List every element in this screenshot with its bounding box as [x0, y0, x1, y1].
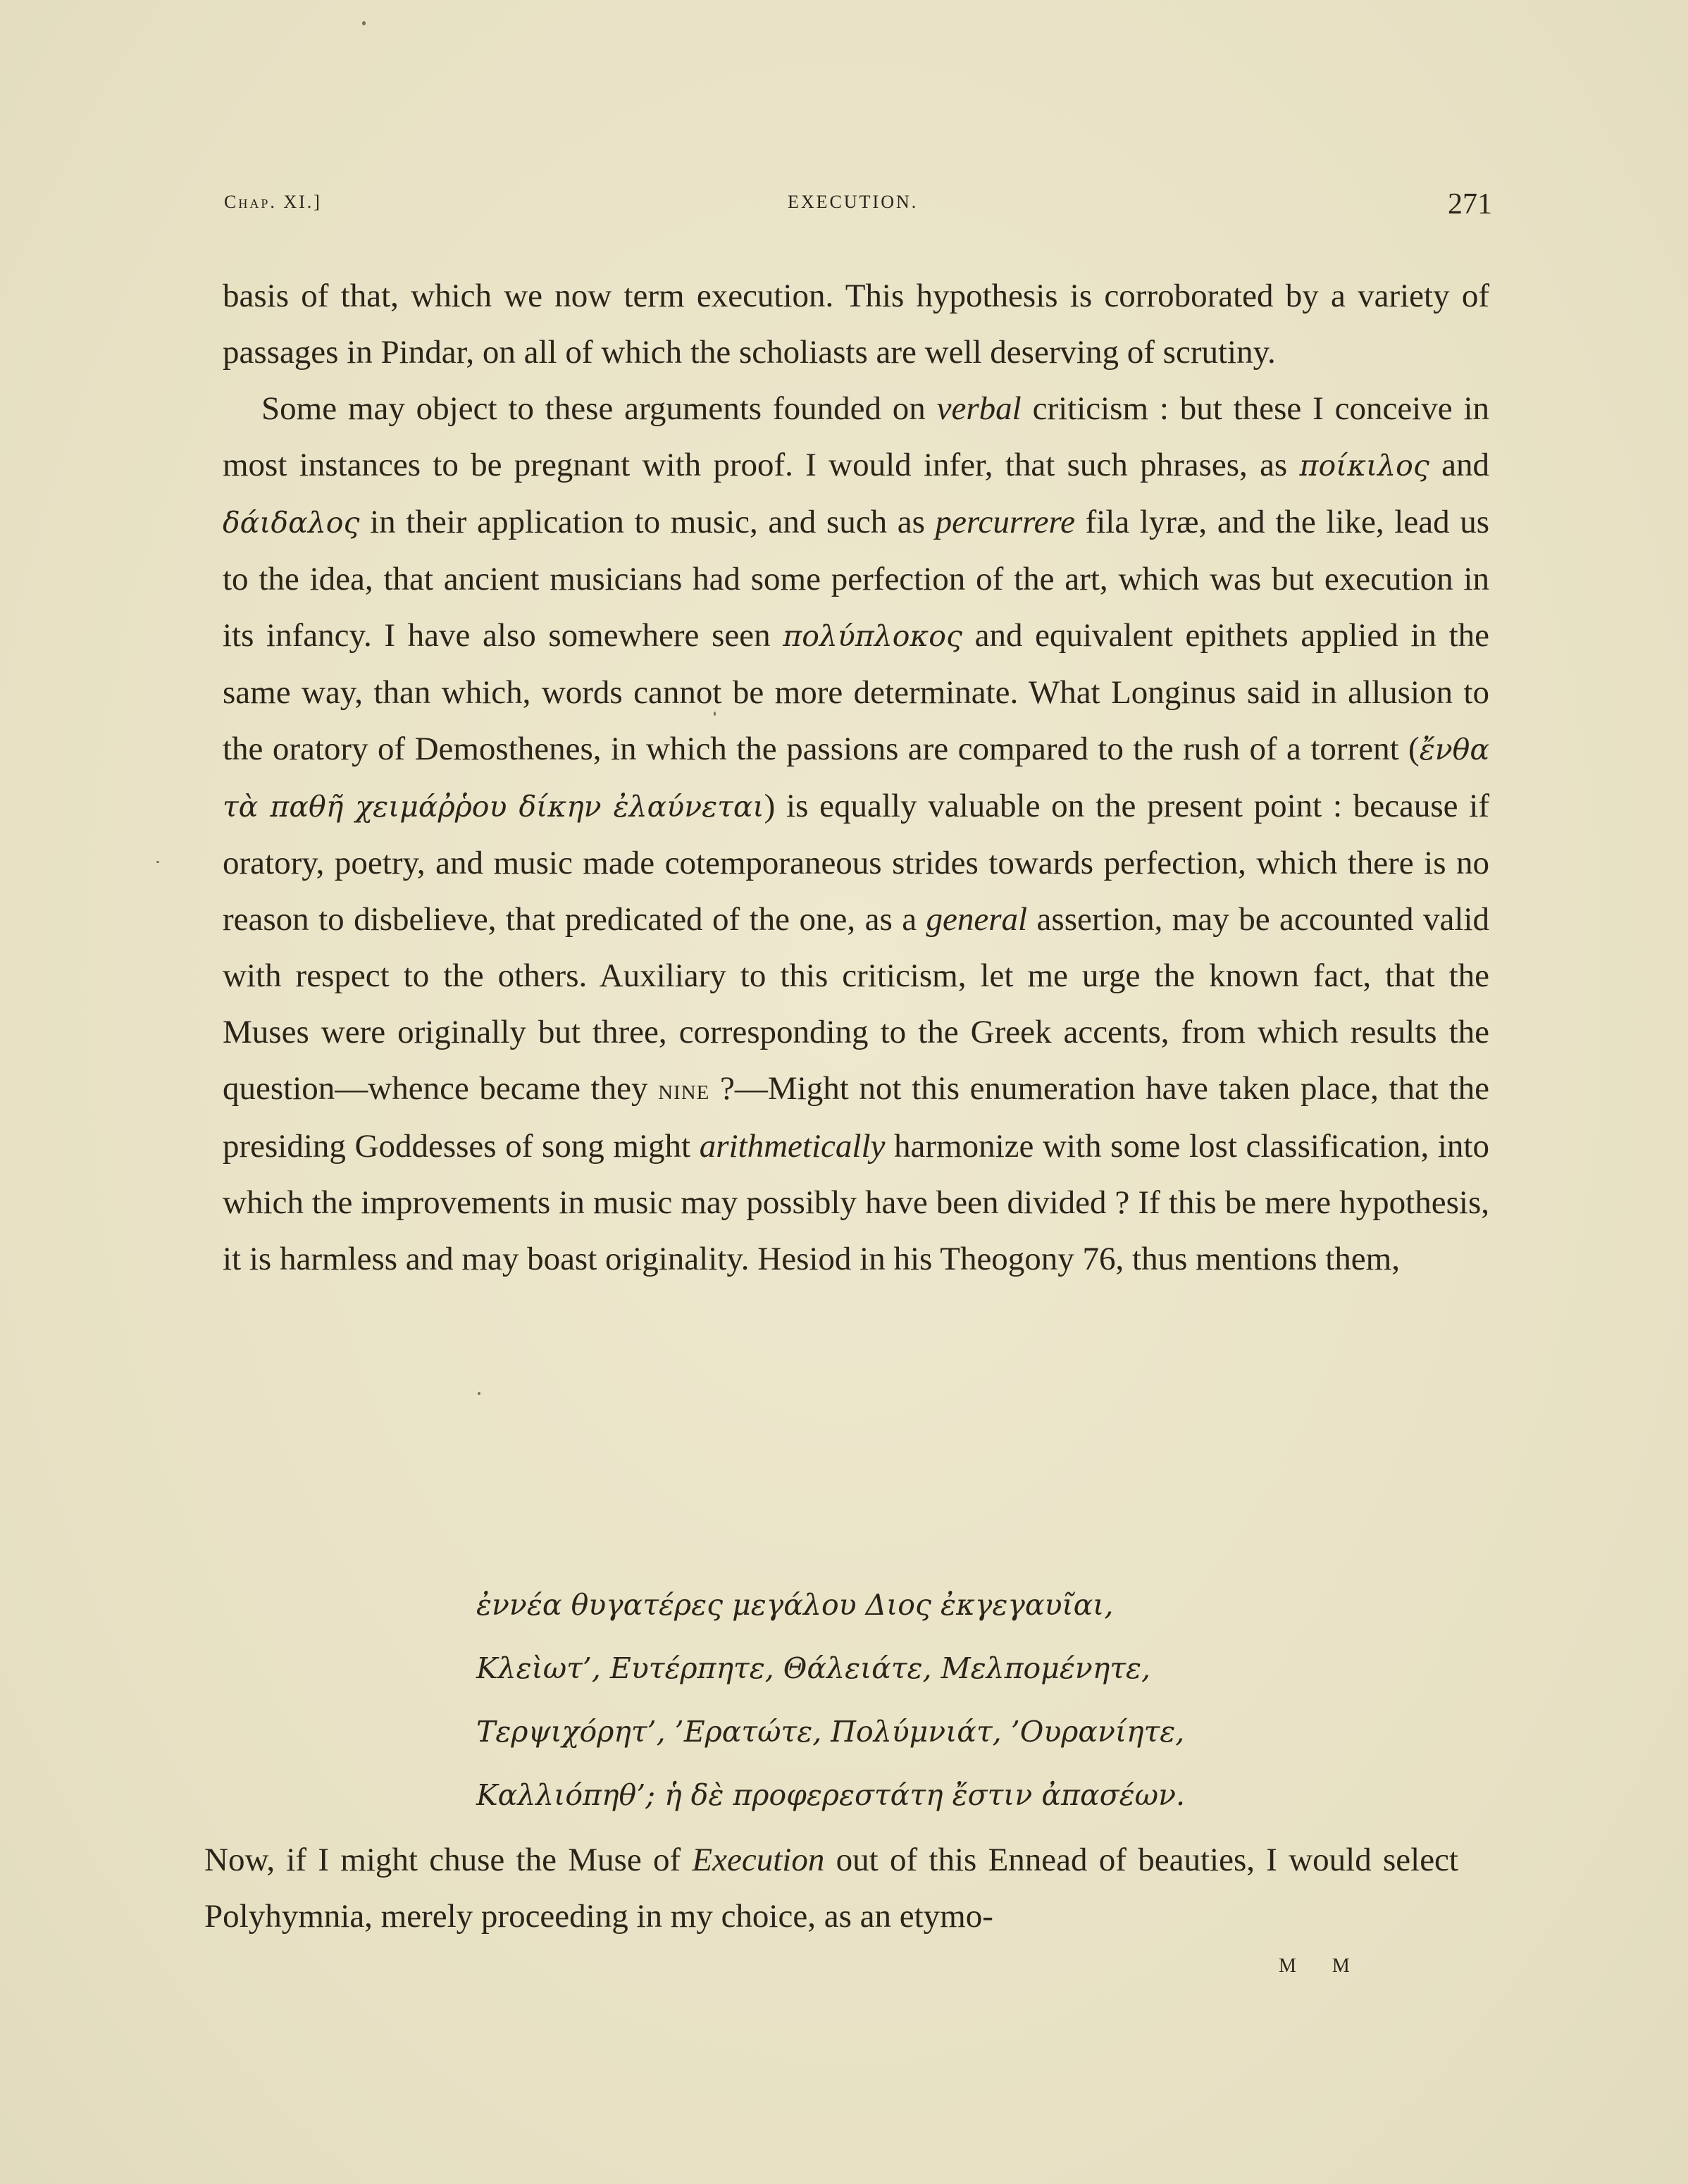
- text-run: out of this Ennead of beauties, I would select Polyhymnia, merely proceeding in my choice, as an etymo-: [204, 1842, 1458, 1935]
- text-run: ?—Might not this enumeration have taken place, that the presiding Goddesses of song might: [223, 1070, 1489, 1165]
- verse-line: Τερψιχόρητ’, ’Ερατώτε, Πολύμνιάτ, ’Ουρανίητε,: [476, 1715, 1185, 1749]
- signature-mark: M M: [1279, 1955, 1365, 1977]
- paragraph-3: [204, 1832, 1458, 1944]
- greek-daidalos: δάιδαλος: [223, 506, 360, 540]
- paragraph-1: basis of that, which we now term execution. This hypothesis is corroborated by a variety of passages in Pindar, on all of which the scholiasts are well deserving of scrutiny.: [223, 278, 1489, 371]
- ink-speck: [362, 21, 366, 25]
- emphasis-general: general: [926, 901, 1028, 938]
- chapter-label: Chap. XI.]: [224, 192, 322, 212]
- greek-polyplokos: πολύπλοκος: [783, 619, 962, 653]
- text-run: and equivalent epithets applied in the same way, than which, words cannot be more determinate. What Longinus said in allusion to the oratory of Demosthenes, in which the passions are compared to the rush of a torrent (: [223, 617, 1490, 767]
- greek-longinus-quote: ἔνθα τὰ παθῆ χειμάῤῥου δίκην ἐλαύνεται: [223, 733, 1489, 824]
- greek-poikilos: ποίκιλος: [1299, 449, 1429, 483]
- text-run: ) is equally valuable on the present point : because if oratory, poetry, and music made cotemporaneous strides towards perfection, which there is no reason to disbelieve, that predicated of the one, as a: [223, 788, 1490, 938]
- emphasis-verbal: verbal: [936, 390, 1022, 427]
- hesiod-verse: [476, 1573, 1322, 1827]
- main-text: [223, 268, 1489, 1287]
- running-head: [224, 188, 1492, 221]
- text-run: in their application to music, and such as: [359, 504, 936, 540]
- text-run: Now, if I might chuse the Muse of: [204, 1842, 693, 1878]
- verse-line: Κλεὶωτ’, Ευτέρπητε, Θάλειάτε, Μελπομένητε,: [476, 1651, 1151, 1685]
- emphasis-percurrere: percurrere: [935, 504, 1075, 540]
- verse-line: Καλλιόπηθ’; ἡ δὲ προφερεστάτη ἔστιν ἀπασέων.: [476, 1778, 1186, 1812]
- text-run: assertion, may be accounted valid with respect to the others. Auxiliary to this criticism, let me urge the known fact, that the Muses were originally but three, corresponding to the Greek accents, from which results the question—whence became they: [223, 901, 1489, 1107]
- text-run: criticism : but these I conceive in most instances to be pregnant with proof. I would infer, that such phrases, as: [223, 390, 1489, 483]
- section-title: EXECUTION.: [788, 192, 919, 212]
- text-run: Some may object to these arguments founded on: [261, 390, 937, 427]
- ink-speck: [156, 861, 159, 863]
- emphasis-arithmetically: arithmetically: [699, 1128, 886, 1165]
- small-caps-nine: nine: [658, 1074, 710, 1106]
- paragraph-2: [223, 380, 1489, 1287]
- text-run: and: [1429, 447, 1489, 483]
- closing-text: [204, 1832, 1458, 1944]
- text-run: fila lyræ, and the like, lead us to the idea, that ancient musicians had some perfection of the art, which was but execution in its infancy. I have also somewhere seen: [223, 504, 1490, 654]
- emphasis-execution: Execution: [692, 1842, 825, 1878]
- verse-line: ἐννέα θυγατέρες μεγάλου Διος ἐκγεγαυῖαι,: [476, 1588, 1114, 1622]
- ink-speck: [478, 1392, 480, 1395]
- text-run: harmonize with some lost classification, into which the improvements in music may possibly have been divided ? If this be mere hypothesis, it is harmless and may boast originality. Hesiod in his Theogony 76, thus mentions them,: [223, 1128, 1489, 1277]
- page-number: 271: [1448, 188, 1492, 221]
